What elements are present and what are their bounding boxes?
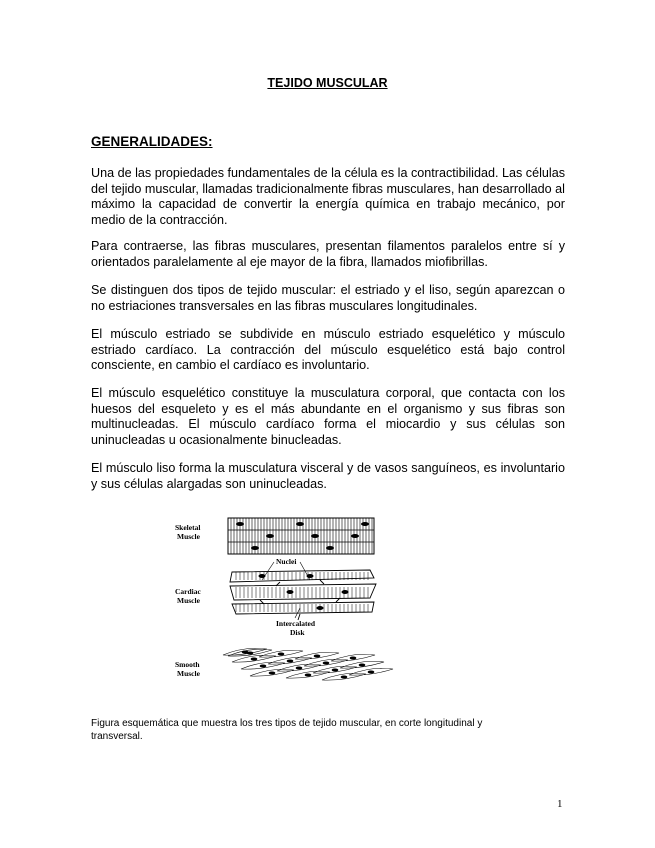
paragraph-3: Se distinguen dos tipos de tejido muscular: el estriado y el liso, según aparezcan o no estriaciones transversales en las fibras musculares longitudinales. bbox=[91, 283, 565, 313]
paragraph-5: El músculo esquelético constituye la musculatura corporal, que contacta con los huesos del esqueleto y es el más abundante en el organismo y sus fibras son multinucleadas. El músculo cardíaco forma el miocardio y sus células son uninucleadas u ocasionalmente binucleadas. bbox=[91, 386, 565, 447]
skeletal-label-2: Muscle bbox=[177, 532, 200, 541]
figure-caption: Figura esquemática que muestra los tres tipos de tejido muscular, en corte longitudinal y transversal. bbox=[91, 718, 483, 742]
section-heading: GENERALIDADES: bbox=[91, 134, 213, 149]
cardiac-label-2: Muscle bbox=[177, 596, 200, 605]
disk-label-2: Disk bbox=[290, 628, 305, 637]
disk-label-1: Intercalated bbox=[276, 619, 316, 628]
muscle-tissue-figure bbox=[170, 508, 400, 688]
paragraph-6: El músculo liso forma la musculatura visceral y de vasos sanguíneos, es involuntario y sus células alargadas son uninucleadas. bbox=[91, 461, 565, 491]
cardiac-muscle-drawing bbox=[230, 570, 376, 620]
document-title: TEJIDO MUSCULAR bbox=[267, 76, 388, 90]
cardiac-label-1: Cardiac bbox=[175, 587, 201, 596]
smooth-label-1: Smooth bbox=[175, 660, 200, 669]
smooth-label-2: Muscle bbox=[177, 669, 200, 678]
smooth-muscle-drawing bbox=[223, 648, 393, 680]
nuclei-label: Nuclei bbox=[276, 557, 297, 566]
skeletal-label-1: Skeletal bbox=[175, 523, 201, 532]
paragraph-2: Para contraerse, las fibras musculares, presentan filamentos paralelos entre sí y orientados paralelamente al eje mayor de la fibra, llamados miofibrillas. bbox=[91, 239, 565, 269]
paragraph-4: El músculo estriado se subdivide en músculo estriado esquelético y músculo estriado cardíaco. La contracción del músculo esquelético está bajo control consciente, en cambio el cardíaco es involuntario. bbox=[91, 327, 565, 372]
paragraph-1: Una de las propiedades fundamentales de la célula es la contractibilidad. Las células del tejido muscular, llamadas tradicionalmente fibras musculares, han desarrollado al máximo la capacidad de convertir la energía química en trabajo mecánico, por medio de la contracción. bbox=[91, 166, 565, 227]
page-number: 1 bbox=[557, 798, 563, 810]
skeletal-muscle-drawing bbox=[228, 518, 374, 554]
